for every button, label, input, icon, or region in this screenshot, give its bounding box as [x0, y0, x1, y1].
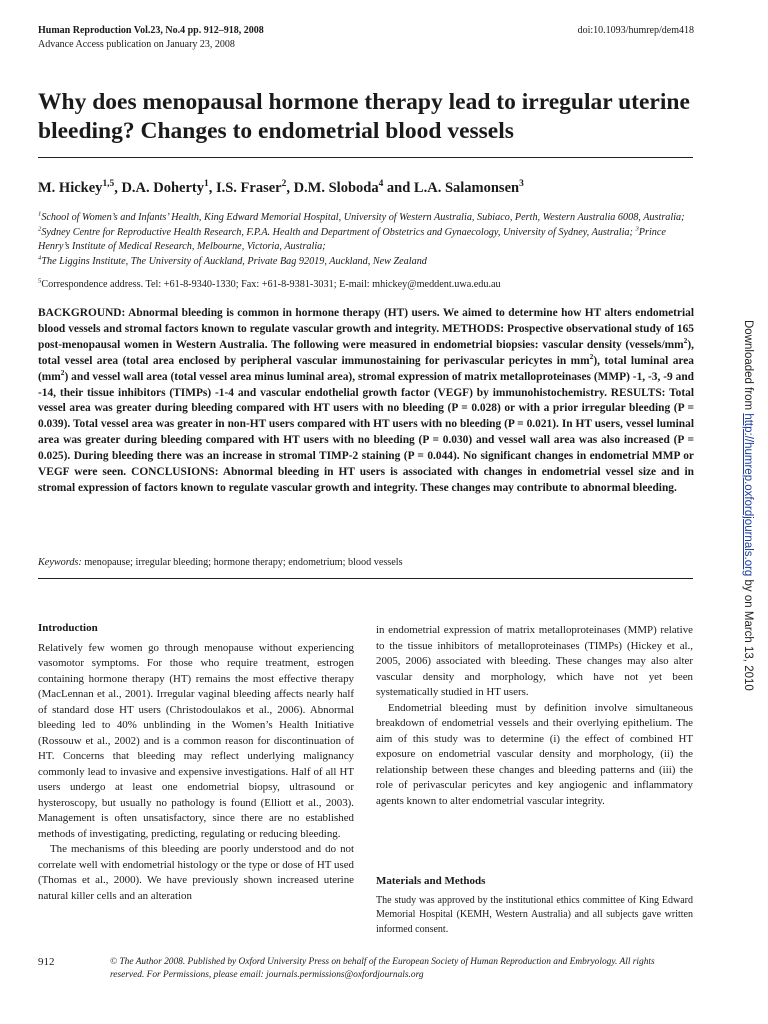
body-paragraph: Relatively few women go through menopause without experiencing vasomotor symptoms. For those who require treatment, estrogen containing hormone therapy (HT) remains the most effective therapy (MacLennan et al., 2001). Irregular vaginal bleeding affects nearly half of standard dose HT users (Christodoulakos et al., 2006). Abnormal bleeding led to 40% unblinding in the Women’s Health Initiative (Rossouw et al., 2002) and is a common reason for discontinuation of HT. Concerns that bleeding may reflect underlying malignancy commonly lead to invasive and expensive investigations. Half of all HT users undergo at least one endometrial biopsy, ultrasound or hysteroscopy, but usually no pathology is found (Elliott et al., 2003). Management is often unsatisfactory, since there are no established methods of investigating, predicting, regulating or reducing bleeding.	[38, 641, 354, 840]
article-title: Why does menopausal hormone therapy lead to irregular uterine bleeding? Changes to endometrial blood vessels	[38, 89, 690, 144]
correspondence-address	[38, 278, 698, 292]
author-affiliation-marker: 4	[378, 179, 384, 190]
body-paragraph: in endometrial expression of matrix metalloproteinases (MMP) relative to the tissue inhibitors of metalloproteinases (TIMPs) (Hickey et al., 2005, 2006) associated with bleeding. These changes may also alter vascular density and morphology, which have not yet been systematically studied in HT users.	[376, 624, 693, 698]
methods-section	[376, 874, 693, 937]
title-rule	[38, 157, 693, 158]
author-list	[38, 180, 698, 197]
author-name[interactable]: M. Hickey	[38, 180, 103, 196]
correspondence-text: Correspondence address. Tel: +61-8-9340-1330; Fax: +61-8-9381-3031; E-mail: mhickey@meddent.uwa.edu.au	[41, 279, 501, 290]
affiliation-marker: 3	[635, 225, 639, 233]
superscript: 2	[60, 367, 65, 377]
watermark-prefix: Downloaded from	[742, 320, 754, 414]
author-separator: ,	[114, 180, 122, 196]
affiliation-4: The Liggins Institute, The University of Auckland, Private Bag 92019, Auckland, New Zealand	[41, 255, 427, 267]
author-affiliation-marker: 1	[204, 179, 209, 190]
section-heading: Materials and Methods	[376, 875, 486, 887]
abstract-text: ) and vessel wall area (total vessel area minus luminal area), stromal expression of matrix metalloproteinases (MMP) -1, -3, -9 and -14, their tissue inhibitors (TIMPs) -1-4 and vascular endothelial growth factor (VEGF) by immunohistochemistry. RESULTS: Total vessel area was greater during bleeding compared with HT users with no bleeding (P = 0.028) or with a prior irregular bleeding (P = 0.039). Total vessel area was greater in non-HT users compared with HT users with no bleeding (P = 0.021). In HT users, vessel luminal area was greater during bleeding compared with HT users with no bleeding (P = 0.030) and vessel wall area was also increased (P = 0.025). During bleeding there was an increase in stromal TIMP-2 staining (P = 0.044). No significant changes in endometrial MMP or VEGF were seen. CONCLUSIONS: Abnormal bleeding in HT users is associated with changes in endometrial vessel size and in stromal expression of factors known to regulate vascular growth and integrity. These changes may contribute to abnormal bleeding.	[38, 370, 694, 494]
abstract-text: ), total vessel area (total area enclosed by peripheral vascular immunostaining for perivascular pericytes in mm	[38, 338, 694, 367]
author-affiliation-marker: 2	[281, 179, 287, 190]
superscript: 2	[589, 351, 594, 361]
affiliation-1: School of Women’s and Infants’ Health, King Edward Memorial Hospital, University of Western Australia, Subiaco, Perth, Western Australia 6008, Australia;	[41, 212, 685, 223]
body-paragraph: The study was approved by the institutional ethics committee of King Edward Memorial Hospital (KEMH, Western Australia) and all subjects gave written informed consent.	[376, 894, 693, 935]
affiliation-marker: 2	[38, 225, 42, 233]
affiliation-marker: 4	[38, 254, 42, 262]
keywords-text: menopause; irregular bleeding; hormone therapy; endometrium; blood vessels	[81, 557, 403, 568]
intro-section	[38, 621, 354, 904]
body-paragraph: Endometrial bleeding must by definition involve simultaneous breakdown of endometrial vessels and their overlying epithelium. The aim of this study was to determine (i) the effect of combined HT exposure on endometrial vascular density and morphology, (ii) the relationship between these changes and bleeding patterns and (iii) the role of perivascular pericytes and key angiogenic and inflammatory agents known to alter endometrial vascular integrity.	[376, 701, 693, 807]
abstract-text: BACKGROUND: Abnormal bleeding is common in hormone therapy (HT) users. We aimed to determine how HT alters endometrial blood vessels and stromal factors known to regulate vascular growth and integrity. METHODS: Prospective observational study of 165 post-menopausal women in Western Australia. The following were measured in endometrial biopsies: vascular density (vessels/mm	[38, 307, 694, 351]
journal-citation: Human Reproduction Vol.23, No.4 pp. 912–918, 2008	[38, 25, 264, 36]
journal-link[interactable]: http://humrep.oxfordjournals.org	[742, 413, 754, 577]
correspondence-marker: 5	[38, 277, 42, 285]
author-name[interactable]: D.A. Doherty	[121, 180, 205, 196]
section-heading: Introduction	[38, 622, 98, 634]
advance-access-note: Advance Access publication on January 23, 2008	[38, 39, 235, 50]
doi-link[interactable]: doi:10.1093/humrep/dem418	[577, 25, 694, 36]
author-name[interactable]: D.M. Sloboda	[293, 180, 379, 196]
author-affiliation-marker: 1,5	[102, 179, 115, 190]
abstract	[38, 306, 694, 497]
author-separator: ,	[286, 180, 294, 196]
copyright-notice: © The Author 2008. Published by Oxford University Press on behalf of the European Society of Human Reproduction and Embryology. All rights reserved. For Permissions, please email: journals.permissions@oxfordjournals.org	[110, 957, 655, 980]
author-name[interactable]: L.A. Salamonsen	[413, 180, 520, 196]
abstract-rule	[38, 578, 693, 579]
download-watermark	[737, 320, 768, 700]
superscript: 2	[683, 336, 688, 346]
intro-continued	[376, 623, 693, 809]
affiliation-3: Prince Henry’s Institute of Medical Research, Melbourne, Victoria, Australia;	[38, 226, 666, 252]
abstract-text: ), total luminal area (mm	[38, 354, 694, 383]
keywords-label: Keywords:	[38, 557, 82, 568]
body-paragraph: The mechanisms of this bleeding are poorly understood and do not correlate well with endometrial histology or the type or dose of HT used (Thomas et al., 2000). We have previously shown increased uterine natural killer cells and an alteration	[38, 843, 354, 902]
affiliation-marker: 1	[38, 210, 42, 218]
affiliations	[38, 211, 698, 269]
watermark-suffix: by on March 13, 2010	[742, 576, 754, 691]
author-separator: and	[383, 180, 414, 196]
author-separator: ,	[208, 180, 216, 196]
affiliation-2: Sydney Centre for Reproductive Health Research, F.P.A. Health and Department of Obstetrics and Gynaecology, University of Sydney, Australia;	[41, 226, 636, 238]
author-affiliation-marker: 3	[519, 179, 524, 190]
page-number: 912	[38, 956, 55, 968]
author-name[interactable]: I.S. Fraser	[215, 180, 282, 196]
keywords	[38, 556, 694, 570]
